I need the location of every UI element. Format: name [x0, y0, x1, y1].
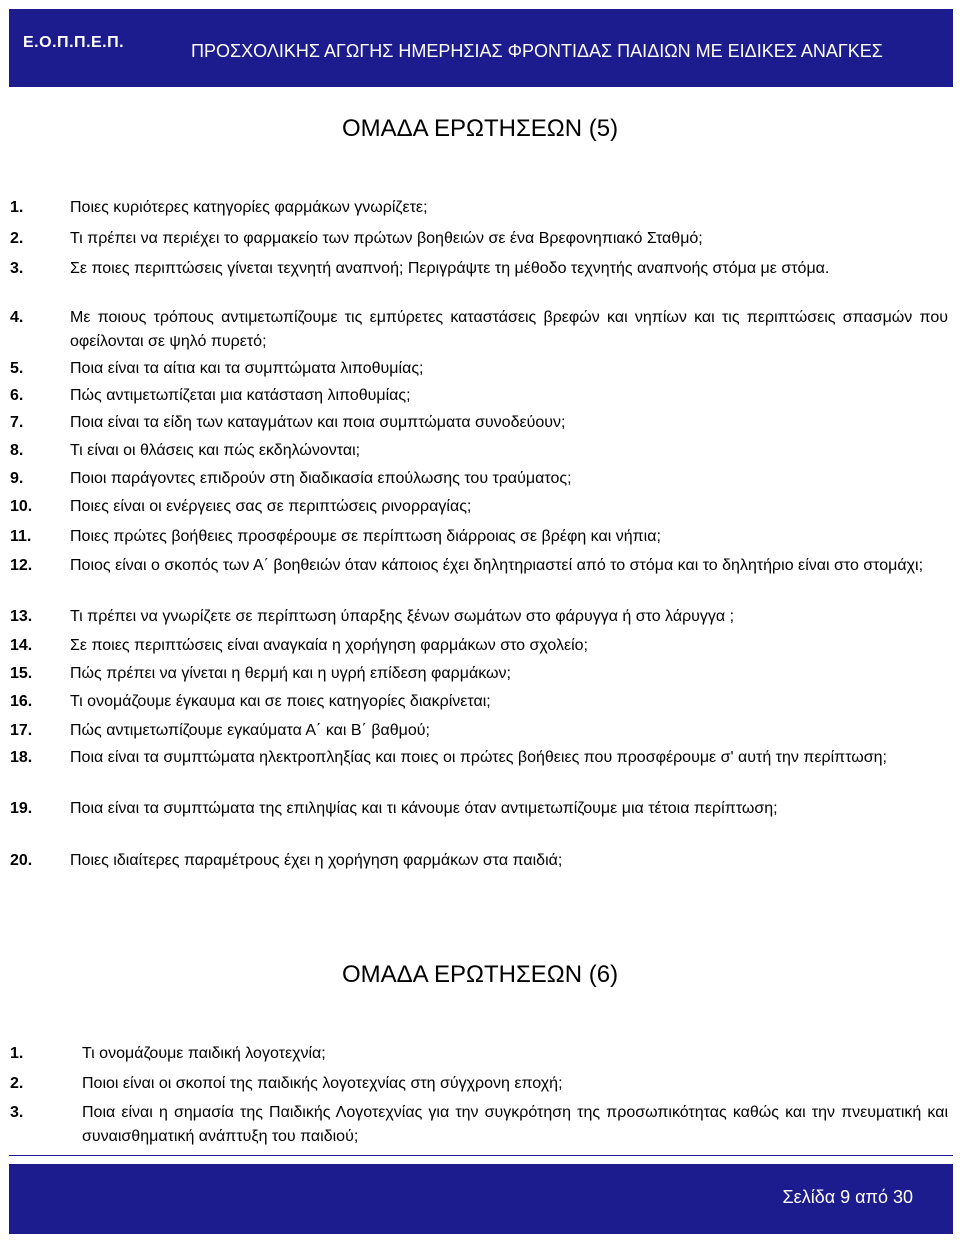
question-number: 12.: [10, 557, 33, 574]
question-number: 3.: [10, 260, 24, 277]
question-item: [10, 384, 948, 408]
question-number: 11.: [10, 528, 32, 545]
question-item: [10, 411, 948, 435]
question-text: Τι ονομάζουμε έγκαυμα και σε ποιες κατηγορίες διακρίνεται;: [70, 693, 491, 710]
page-header: [9, 9, 953, 87]
group6-title: ΟΜΑΔΑ ΕΡΩΤΗΣΕΩΝ (6): [341, 961, 619, 988]
question-text: Ποιοι είναι οι σκοποί της παιδικής λογοτεχνίας στη σύγχρονη εποχή;: [82, 1075, 563, 1092]
question-text: Τι είναι οι θλάσεις και πώς εκδηλώνονται;: [70, 442, 361, 459]
question-number: 17.: [10, 722, 33, 739]
question-number: 5.: [10, 360, 24, 377]
question-number: 10.: [10, 498, 33, 515]
question-item: [10, 357, 948, 381]
question-text: Ποιες είναι οι ενέργειες σας σε περιπτώσεις ρινορραγίας;: [70, 498, 472, 515]
question-text: Ποια είναι τα συμπτώματα ηλεκτροπληξίας και ποιες οι πρώτες βοήθειες που προσφέρουμε σ' αυτή την περίπτωση;: [70, 749, 887, 766]
question-item: [10, 467, 948, 491]
question-text: Ποιες πρώτες βοήθειες προσφέρουμε σε περίπτωση διάρροιας σε βρέφη και νήπια;: [70, 528, 661, 545]
page-number: Σελίδα 9 από 30: [782, 1187, 913, 1207]
question-item: [10, 1042, 948, 1066]
question-item: [10, 1101, 948, 1149]
question-number: 16.: [10, 693, 33, 710]
question-item: [10, 227, 948, 251]
question-text: Τι ονομάζουμε παιδική λογοτεχνία;: [82, 1045, 326, 1062]
question-text: Σε ποιες περιπτώσεις είναι αναγκαία η χορήγηση φαρμάκων στο σχολείο;: [70, 637, 588, 654]
question-number: 3.: [10, 1104, 24, 1121]
question-number: 2.: [10, 230, 24, 247]
group5-title: ΟΜΑΔΑ ΕΡΩΤΗΣΕΩΝ (5): [341, 115, 619, 142]
question-number: 14.: [10, 637, 33, 654]
question-text: Σε ποιες περιπτώσεις γίνεται τεχνητή αναπνοή; Περιγράψτε τη μέθοδο τεχνητής αναπνοής στόμα με στόμα.: [70, 260, 830, 277]
question-number: 18.: [10, 749, 33, 766]
question-text: Ποιες ιδιαίτερες παραμέτρους έχει η χορήγηση φαρμάκων στα παιδιά;: [70, 852, 563, 869]
question-item: [10, 662, 948, 686]
question-number: 6.: [10, 387, 24, 404]
question-number: 19.: [10, 800, 33, 817]
question-item: [10, 257, 948, 281]
question-item: [10, 634, 948, 658]
question-number: 8.: [10, 442, 24, 459]
question-number: 2.: [10, 1075, 24, 1092]
question-item: [10, 719, 948, 743]
question-text: Ποια είναι τα συμπτώματα της επιληψίας και τι κάνουμε όταν αντιμετωπίζουμε μια τέτοια περίπτωση;: [70, 800, 778, 817]
question-number: 7.: [10, 414, 24, 431]
question-number: 1.: [10, 1045, 24, 1062]
question-text: Τι πρέπει να γνωρίζετε σε περίπτωση ύπαρξης ξένων σωμάτων στο φάρυγγα ή στο λάρυγγα ;: [70, 608, 735, 625]
question-number: 1.: [10, 199, 24, 216]
footer-rule: [9, 1155, 953, 1156]
question-text: Πώς αντιμετωπίζεται μια κατάσταση λιποθυμίας;: [70, 387, 411, 404]
page-footer: [9, 1164, 953, 1234]
header-title: ΠΡΟΣΧΟΛΙΚΗΣ ΑΓΩΓΗΣ ΗΜΕΡΗΣΙΑΣ ΦΡΟΝΤΙΔΑΣ ΠΑΙΔΙΩΝ ΜΕ ΕΙΔΙΚΕΣ ΑΝΑΓΚΕΣ: [191, 41, 883, 61]
question-text: Με ποιους τρόπους αντιμετωπίζουμε τις εμπύρετες καταστάσεις βρεφών και νηπίων και τις περιπτώσεις σπασμών που οφείλονται σε ψηλό πυρετό;: [70, 309, 948, 350]
question-text: Ποιοι παράγοντες επιδρούν στη διαδικασία επούλωσης του τραύματος;: [70, 470, 572, 487]
question-item: [10, 306, 948, 354]
question-number: 15.: [10, 665, 33, 682]
question-number: 9.: [10, 470, 24, 487]
question-item: [10, 797, 948, 821]
question-text: Ποια είναι η σημασία της Παιδικής Λογοτεχνίας για την συγκρότηση της προσωπικότητας καθώς και την πνευματική και συναισθηματική ανάπτυξη του παιδιού;: [82, 1104, 948, 1145]
question-item: [10, 495, 948, 519]
question-item: [10, 554, 948, 578]
question-text: Ποια είναι τα αίτια και τα συμπτώματα λιποθυμίας;: [70, 360, 424, 377]
question-text: Πώς αντιμετωπίζουμε εγκαύματα Α΄ και Β΄ βαθμού;: [70, 722, 430, 739]
question-text: Πώς πρέπει να γίνεται η θερμή και η υγρή επίδεση φαρμάκων;: [70, 665, 511, 682]
question-number: 20.: [10, 852, 33, 869]
question-item: [10, 690, 948, 714]
question-item: [10, 439, 948, 463]
question-text: Ποιες κυριότερες κατηγορίες φαρμάκων γνωρίζετε;: [70, 199, 428, 216]
question-text: Ποια είναι τα είδη των καταγμάτων και ποια συμπτώματα συνοδεύουν;: [70, 414, 566, 431]
question-item: [10, 525, 948, 549]
org-name: Ε.Ο.Π.Π.Ε.Π.: [23, 34, 125, 51]
question-number: 13.: [10, 608, 33, 625]
question-number: 4.: [10, 309, 24, 326]
question-item: [10, 1072, 948, 1096]
question-item: [10, 605, 948, 629]
question-item: [10, 849, 948, 873]
question-text: Ποιος είναι ο σκοπός των Α΄ βοηθειών όταν κάποιος έχει δηλητηριαστεί από το στόμα και το δηλητήριο είναι στο στομάχι;: [70, 557, 924, 574]
question-item: [10, 196, 948, 220]
question-text: Τι πρέπει να περιέχει το φαρμακείο των πρώτων βοηθειών σε ένα Βρεφονηπιακό Σταθμό;: [70, 230, 703, 247]
question-item: [10, 746, 948, 770]
